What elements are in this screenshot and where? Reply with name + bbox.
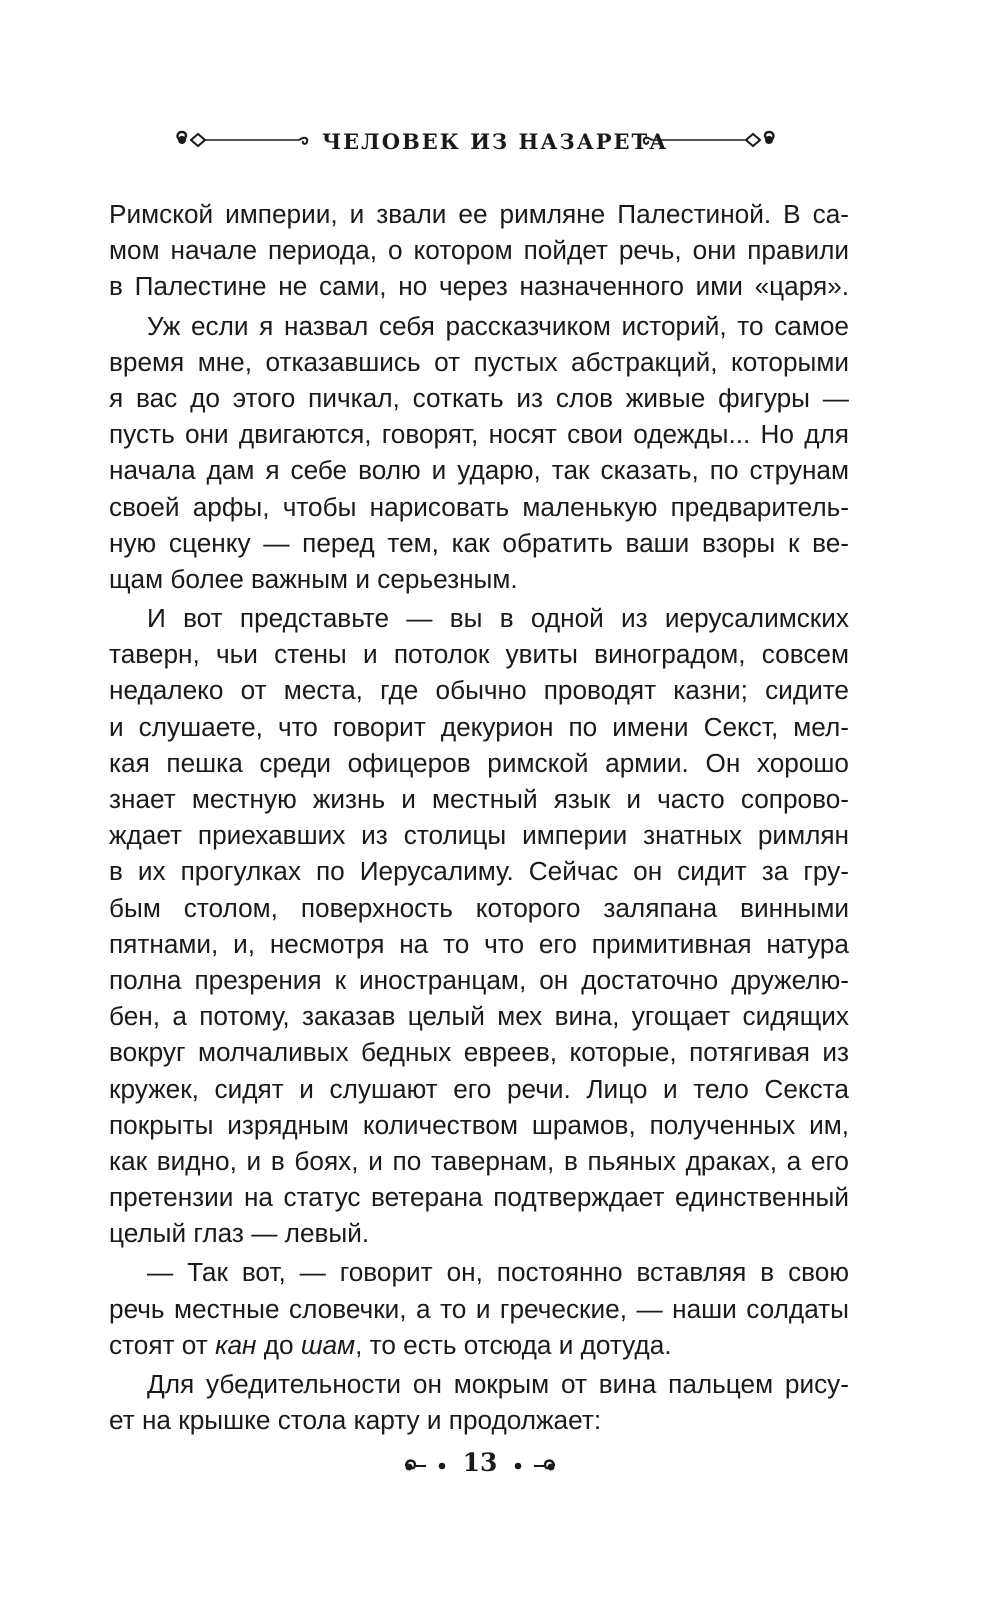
text-line: в их прогулках по Иерусалиму. Сейчас он сидит за гру-	[109, 856, 849, 887]
text-line: кружек, сидят и слушают его речи. Лицо и тело Секста	[109, 1073, 849, 1104]
text-line: бен, а потому, заказав целый мех вина, угощает сидящих	[109, 1001, 849, 1032]
body-text	[109, 196, 849, 1438]
text-line: время мне, отказавшись от пустых абстракций, которыми	[109, 346, 849, 377]
text-line: недалеко от места, где обычно проводят казни; сидите	[109, 675, 849, 706]
text-line: ждает приехавших из столицы империи знатных римлян	[109, 820, 849, 851]
text-line: Для убедительности он мокрым от вина пальцем рису-	[147, 1369, 849, 1399]
text-line-with-italics	[109, 1327, 849, 1363]
right-folio-ornament-icon	[508, 1456, 558, 1476]
text-line: Уж если я назвал себя рассказчиком историй, то самое	[147, 310, 849, 341]
text-line: как видно, и в боях, и по тавернам, в пьяных драках, а его	[109, 1145, 849, 1176]
text-line: таверн, чьи стены и потолок увиты виноградом, совсем	[109, 639, 849, 670]
left-folio-ornament-icon	[402, 1456, 452, 1476]
text-line: кая пешка среди офицеров римской армии. Он хорошо	[109, 747, 849, 778]
text-line: начала дам я себе волю и ударю, так сказать, по струнам	[109, 455, 849, 486]
text-line: ет на крышке стола карту и продолжает:	[109, 1405, 602, 1436]
text-span: стоят от	[109, 1329, 216, 1360]
text-line: ную сценку — перед тем, как обратить ваши взоры к ве-	[109, 527, 849, 558]
text-line: И вот представьте — вы в одной из иерусалимских	[147, 603, 849, 634]
text-line: — Так вот, — говорит он, постоянно вставляя в свою	[147, 1257, 849, 1288]
text-line: речь местные словечки, а то и греческие, — наши солдаты	[109, 1293, 849, 1324]
running-title: ЧЕЛОВЕК ИЗ НАЗАРЕТА	[322, 129, 669, 154]
left-ornament-icon	[174, 125, 309, 155]
text-line: пусть они двигаются, говорят, носят свои одежды... Но для	[109, 419, 849, 450]
text-line: своей арфы, чтобы нарисовать маленькую предваритель-	[109, 491, 849, 522]
italic-word: шам	[300, 1329, 356, 1360]
italic-word: кан	[215, 1329, 257, 1360]
right-ornament-icon	[642, 125, 777, 155]
text-line: в Палестине не сами, но через назначенного ими «царя».	[109, 271, 849, 302]
page-footer	[0, 1448, 1000, 1488]
text-line: претензии на статус ветерана подтверждает единственный	[109, 1182, 849, 1213]
running-head	[0, 125, 1000, 165]
text-line: знает местную жизнь и местный язык и часто сопрово-	[109, 784, 849, 814]
text-line: покрыты изрядным количеством шрамов, полученных им,	[109, 1109, 849, 1140]
text-span: до	[256, 1329, 301, 1360]
text-line: целый глаз — левый.	[109, 1218, 370, 1249]
text-line: бым столом, поверхность которого заляпана винными	[109, 892, 849, 923]
text-line: мом начале периода, о котором пойдет речь, они правили	[109, 235, 849, 266]
text-line: Римской империи, и звали ее римляне Палестиной. В са-	[109, 199, 849, 229]
text-line: щам более важным и серьезным.	[109, 563, 518, 594]
text-line: и слушаете, что говорит декурион по имени Секст, мел-	[109, 711, 849, 742]
text-line: вокруг молчаливых бедных евреев, которые, потягивая из	[109, 1037, 849, 1068]
text-line: полна презрения к иностранцам, он достаточно дружелю-	[109, 964, 849, 995]
text-span: , то есть отсюда и дотуда.	[355, 1329, 672, 1360]
page-number: 13	[462, 1448, 498, 1477]
text-line: я вас до этого пичкал, соткать из слов живые фигуры —	[109, 382, 849, 413]
text-line: пятнами, и, несмотря на то что его примитивная натура	[109, 928, 849, 959]
